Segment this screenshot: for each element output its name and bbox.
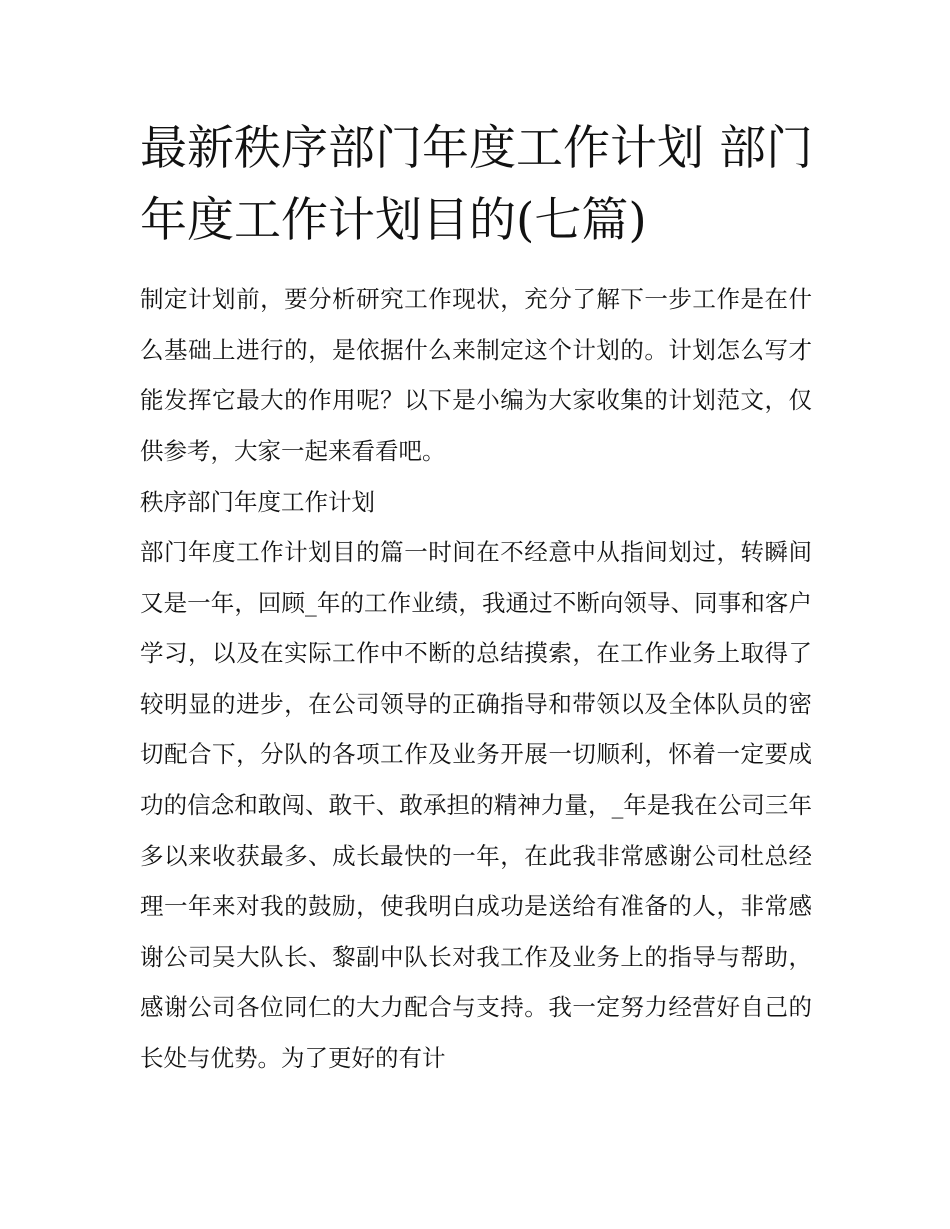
intro-paragraph: 制定计划前，要分析研究工作现状，充分了解下一步工作是在什么基础上进行的，是依据什么来制定这个计划的。计划怎么写才能发挥它最大的作用呢？以下是小编为大家收集的计划范文，仅供参考，大家一起来看看吧。 <box>140 285 812 465</box>
document-title: 最新秩序部门年度工作计划 部门年度工作计划目的(七篇) <box>140 121 813 248</box>
section-heading: 秩序部门年度工作计划 <box>140 488 375 516</box>
body-paragraph: 部门年度工作计划目的篇一时间在不经意中从指间划过，转瞬间又是一年，回顾_年的工作业绩，我通过不断向领导、同事和客户学习，以及在实际工作中不断的总结摸索，在工作业务上取得了较明显的进步，在公司领导的正确指导和带领以及全体队员的密切配合下，分队的各项工作及业务开展一切顺利，怀着一定要成功的信念和敢闯、敢干、敢承担的精神力量，_年是我在公司三年多以来收获最多、成长最快的一年，在此我非常感谢公司杜总经理一年来对我的鼓励，使我明白成功是送给有准备的人，非常感谢公司吴大队长、黎副中队长对我工作及业务上的指导与帮助，感谢公司各位同仁的大力配合与支持。我一定努力经营好自己的长处与优势。为了更好的有计 <box>140 538 812 1072</box>
